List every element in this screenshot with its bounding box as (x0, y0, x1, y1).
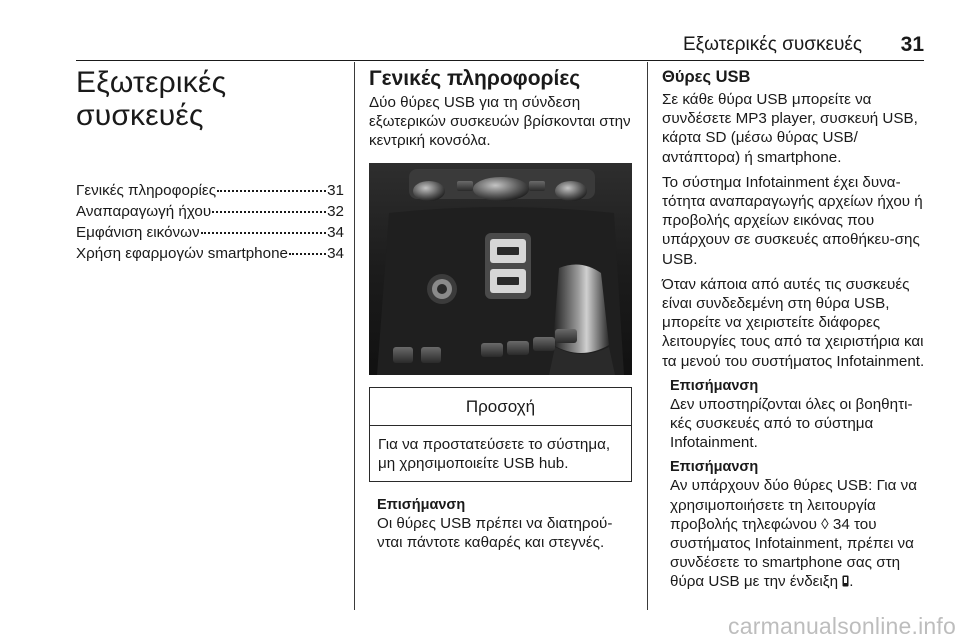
general-intro-text: Δύο θύρες USB για τη σύνδεση εξωτερικών συσκευών βρίσκονται στην κεντρική κονσόλα. (369, 94, 631, 150)
running-title: Εξωτερικές συσκευές (683, 34, 862, 55)
toc-leader (217, 178, 326, 192)
caution-box (369, 387, 632, 482)
toc-leader (201, 220, 327, 234)
note-title: Επισήμανση (670, 377, 759, 394)
section-heading-general: Γενικές πληροφορίες (369, 67, 581, 90)
note-block-usb-2 (670, 458, 926, 591)
usb-para-2: Το σύστημα Infotainment έχει δυνα-τότητα αναπαραγωγής αρχείων ήχου ή προβολής αρχείων εικόνας που υπάρχουν σε συσκευές αποθήκευ-σης USB. (662, 173, 923, 268)
column-divider-1 (354, 62, 355, 610)
caution-text: Για να προστατεύσετε το σύστημα, μη χρησιμοποιείτε USB hub. (378, 435, 611, 472)
column-divider-2 (647, 62, 648, 610)
note-title: Επισήμανση (670, 459, 759, 476)
toc-page: 32 (327, 203, 344, 220)
toc-page: 31 (327, 182, 344, 199)
toc-entry-audio[interactable] (76, 201, 344, 222)
toc-label: Αναπαραγωγή ήχου (76, 203, 212, 220)
table-of-contents (76, 180, 344, 264)
note-text: Οι θύρες USB πρέπει να διατηρού-νται πάντοτε καθαρές και στεγνές. (377, 515, 613, 552)
toc-page: 34 (327, 245, 344, 262)
page-number: 31 (900, 33, 924, 56)
toc-entry-smartphone[interactable] (76, 243, 344, 264)
caution-title: Προσοχή (370, 388, 631, 426)
header-rule (76, 60, 924, 61)
note-block-usb-1 (670, 377, 926, 453)
toc-label: Εμφάνιση εικόνων (76, 224, 200, 241)
usb-para-3: Όταν κάποια από αυτές τις συσκευές είναι συνδεδεμένη στη θύρα USB, μπορείτε να χειριστείτε διάφορες λειτουργίες τους από τα χειριστήρια και τα μενού του συστήματος Infotainment. (662, 275, 925, 370)
toc-leader (212, 199, 326, 213)
note-text-end: . (849, 573, 854, 591)
chapter-column (76, 62, 344, 264)
general-info-column (369, 62, 632, 558)
note-text: Δεν υποστηρίζονται όλες οι βοηθητι-κές συσκευές από το σύστημα Infotainment. (670, 395, 913, 452)
watermark: carmanualsonline.info (728, 613, 956, 639)
running-header (662, 34, 924, 56)
chapter-title-line2: συσκευές (76, 99, 204, 132)
toc-label: Χρήση εφαρμογών smartphone (76, 245, 288, 262)
note-text-after: 34 του συστήματος Infotainment, πρέπει να συνδέσετε το smartphone σας στη θύρα USB με την ένδειξη (670, 515, 914, 591)
note-text-before: Αν υπάρχουν δύο θύρες USB: Για να χρησιμοποιήσετε τη λειτουργία προβολής τηλεφώνου (670, 477, 918, 533)
note-text (670, 476, 926, 591)
toc-leader (289, 241, 326, 255)
toc-page: 34 (327, 224, 344, 241)
usb-ports-column (662, 62, 926, 598)
usb-para-1: Σε κάθε θύρα USB μπορείτε να συνδέσετε MP3 player, συσκευή USB, κάρτα SD (μέσω θύρας USB/ αντάπτορα) ή smartphone. (662, 91, 918, 166)
note-block-general (377, 496, 632, 552)
toc-entry-images[interactable] (76, 222, 344, 243)
section-heading-usb: Θύρες USB (662, 68, 751, 86)
note-title: Επισήμανση (377, 497, 466, 514)
toc-entry-general[interactable] (76, 180, 344, 201)
console-usb-photo (369, 163, 632, 375)
chapter-title (76, 66, 344, 132)
page-reference-arrow-icon: ◊ (821, 515, 829, 533)
chapter-title-line1: Εξωτερικές (76, 66, 227, 99)
toc-label: Γενικές πληροφορίες (76, 182, 217, 199)
